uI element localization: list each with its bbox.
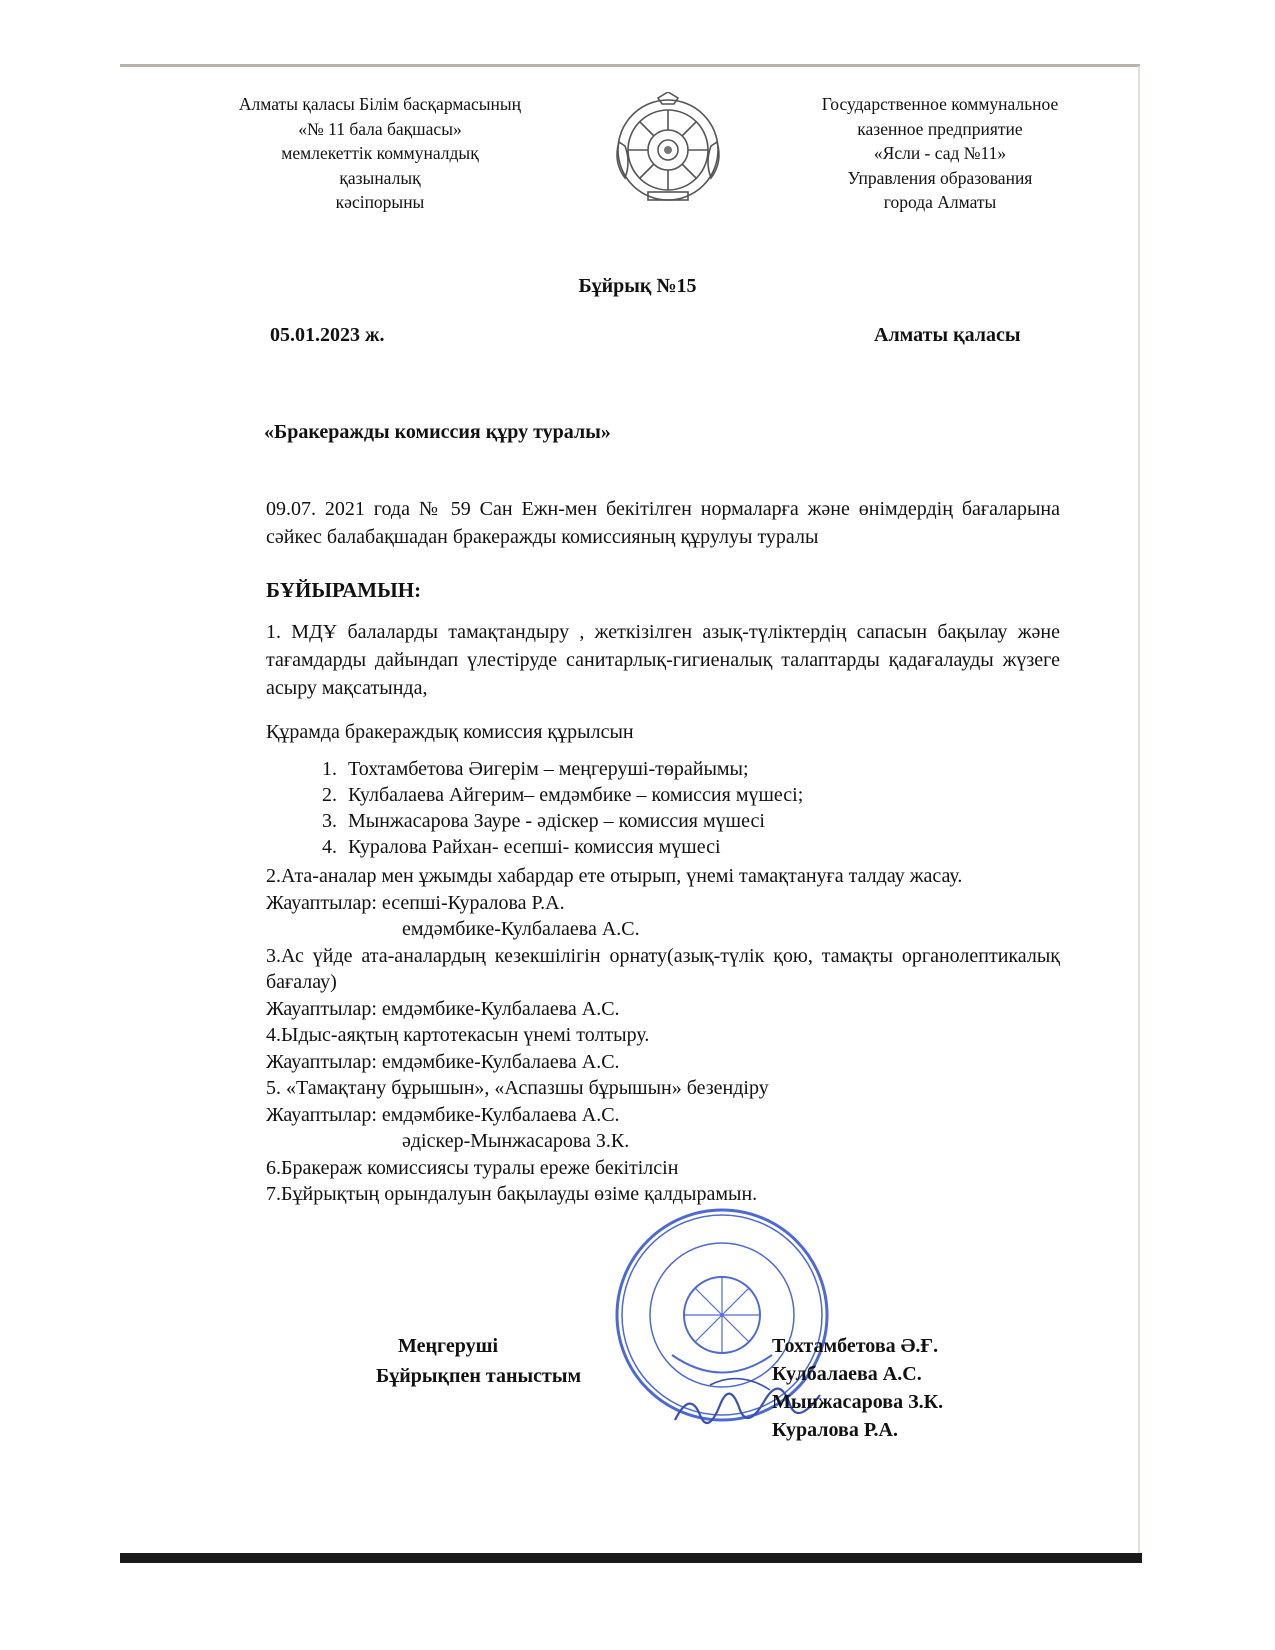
action-line: 3.Ас үйде ата-аналардың кезекшілігін орнату(азық-түлік қою, тамақты органолептикалық бағалау) [266,944,1060,993]
order-date: 05.01.2023 ж. [270,324,385,346]
action-line: Жауаптылар: емдәмбике-Кулбалаева А.С. [266,997,620,1020]
header-right-block [780,92,1100,215]
header-right-line: казенное предприятие [857,118,1023,139]
action-line: 7.Бұйрықтың орындалуын бақылауды өзіме қалдырамын. [266,1183,758,1205]
header-left-line: қазыналық [339,167,421,188]
list-item: 1. Тохтамбетова Әигерім – меңгеруші-төрайымы; [342,756,803,782]
commission-members-list [312,756,803,860]
actions-block [266,863,1060,1208]
header-right-line: города Алматы [883,192,997,212]
signature-name: Куралова Р.А. [772,1419,898,1441]
order-subject: «Бракеражды комиссия құру туралы» [264,421,611,443]
action-line: емдәмбике-Кулбалаева А.С. [402,918,640,940]
scan-edge-top [120,64,1140,67]
signature-name: Мынжасарова З.К. [772,1391,944,1413]
kazakhstan-emblem-icon [611,92,725,210]
decree-heading: БҰЙЫРАМЫН: [266,578,422,602]
order-title: Бұйрық №15 [578,275,697,297]
list-item: 3. Мынжасарова Зауре - әдіскер – комиссия мүшесі [342,808,803,834]
signature-names [772,1332,943,1444]
signature-acquainted-label: Бұйрықпен таныстым [376,1365,582,1387]
action-line: Жауаптылар: емдәмбике-Кулбалаева А.С. [266,1103,620,1126]
action-line: Жауаптылар: есепші-Куралова Р.А. [266,891,565,914]
header-right-line: «Ясли - сад №11» [873,143,1007,163]
order-city: Алматы қаласы [874,324,1021,346]
composition-line: Құрамда бракераждық комиссия құрылсын [266,721,634,743]
header-left-line: кәсіпорыны [335,192,425,212]
paragraph-1: 1. МДҰ балаларды тамақтандыру , жеткізілген азық-түліктердің сапасын бақылау және тағамдарды дайындап үлестіруде санитарлық-гигиеналық талаптарды қадағалауды жүзеге асыру мақсатында, [266,621,1060,699]
header-right-line: Государственное коммунальное [821,94,1059,114]
list-item: 2. Кулбалаева Айгерим– емдәмбике – комиссия мүшесі; [342,782,803,808]
header-left-line: «№ 11 бала бақшасы» [298,118,462,139]
signature-name: Кулбалаева А.С. [772,1363,922,1385]
header-right-line: Управления образования [847,167,1033,188]
header-left-line: мемлекеттік коммуналдық [281,143,479,163]
action-line: 2.Ата-аналар мен ұжымды хабардар ете отырып, үнемі тамақтануға талдау жасау. [266,865,963,887]
signature-name: Тохтамбетова Ә.Ғ. [772,1335,939,1357]
intro-paragraph: 09.07. 2021 года № 59 Сан Ежн-мен бекітілген нормаларға және өнімдердің бағаларына сәйкес балабақшадан бракеражды комиссияның құрулуы туралы [266,498,1060,548]
list-item: 4. Куралова Райхан- есепші- комиссия мүшесі [342,834,803,860]
scan-edge-bottom [120,1553,1142,1563]
header-left-line: Алматы қаласы Білім басқармасының [238,94,522,114]
action-line: әдіскер-Мынжасарова З.К. [402,1130,630,1152]
action-line: 5. «Тамақтану бұрышын», «Аспазшы бұрышын» безендіру [266,1077,769,1099]
action-line: 4.Ыдыс-аяқтың картотекасын үнемі толтыру. [266,1024,650,1046]
action-line: 6.Бракераж комиссиясы туралы ереже бекітілсін [266,1156,679,1179]
header-left-block [200,92,560,215]
action-line: Жауаптылар: емдәмбике-Кулбалаева А.С. [266,1050,620,1073]
signature-head-label: Меңгеруші [398,1335,499,1357]
